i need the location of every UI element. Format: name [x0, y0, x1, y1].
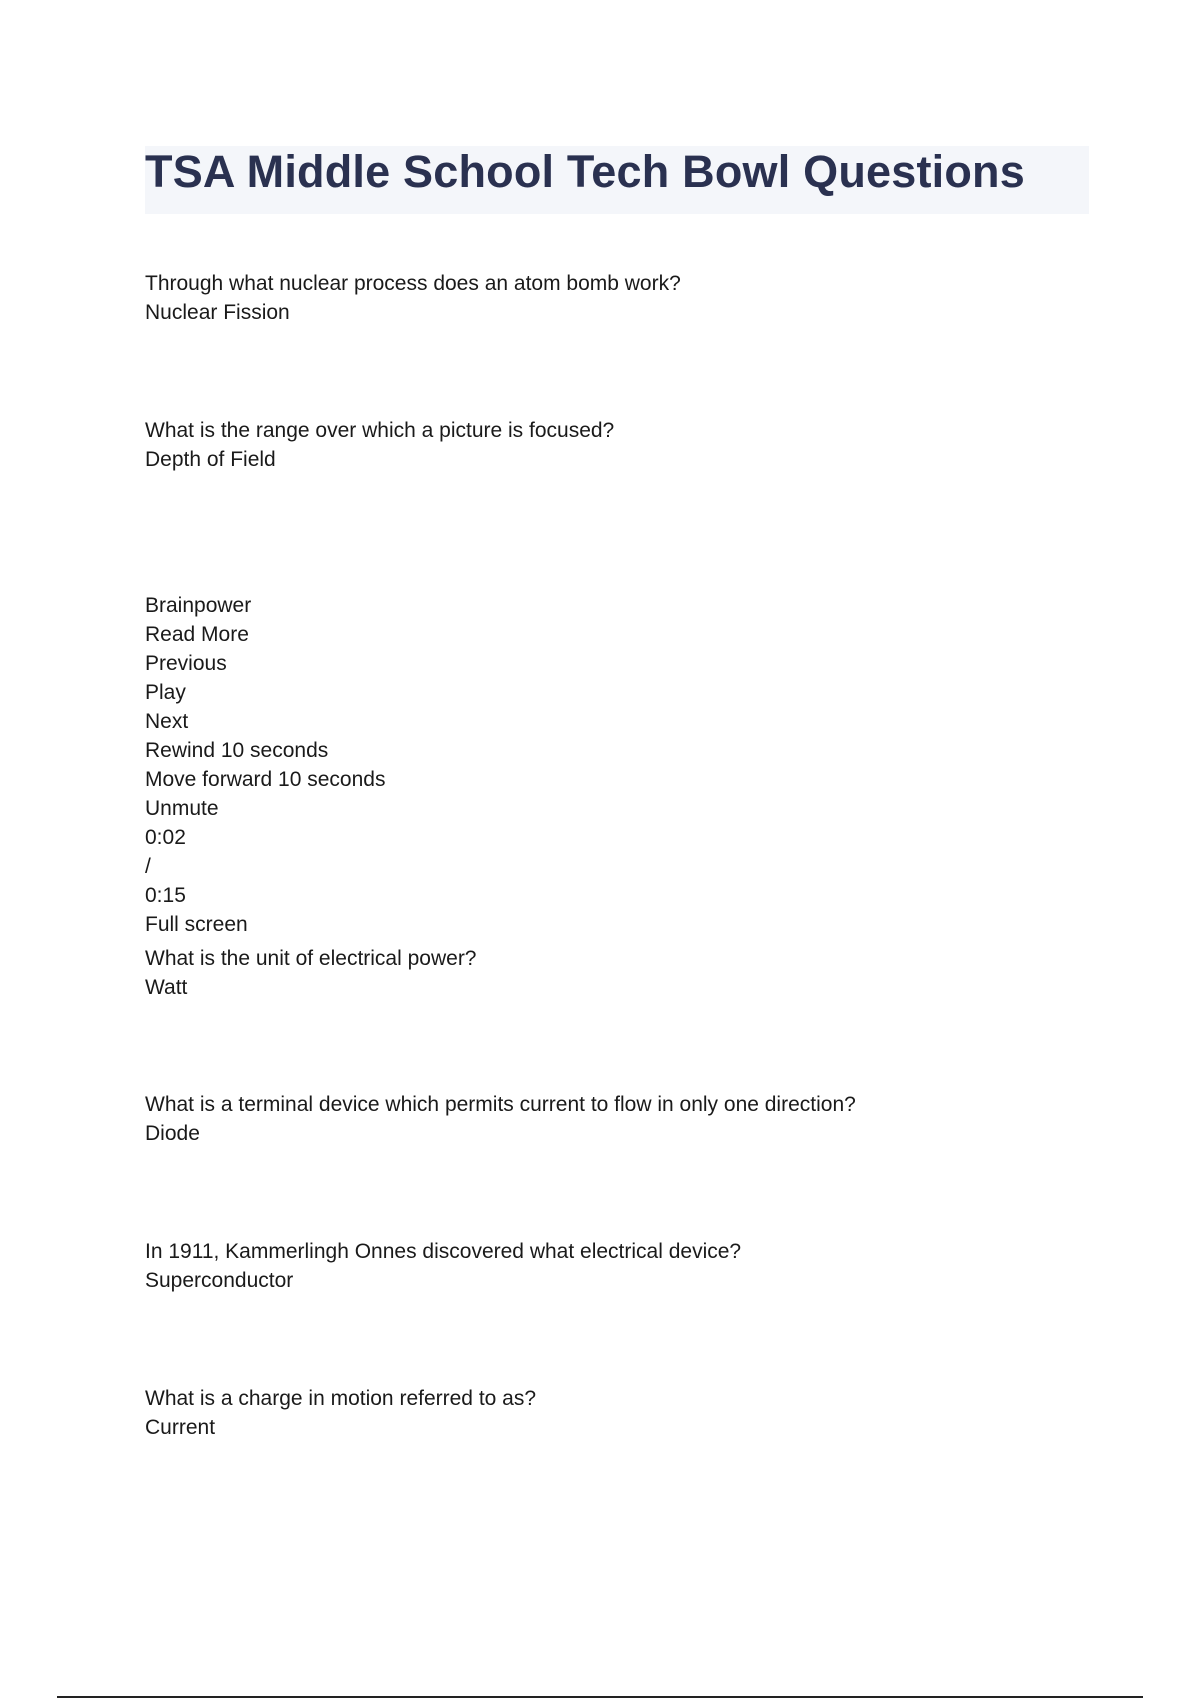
- player-brand-label: Brainpower: [145, 594, 252, 617]
- duration-time: 0:15: [145, 884, 186, 907]
- page-bottom-rule: [57, 1696, 1143, 1698]
- answer-text: Superconductor: [145, 1269, 294, 1292]
- rewind-button[interactable]: Rewind 10 seconds: [145, 739, 329, 762]
- time-separator: /: [145, 855, 151, 878]
- current-time: 0:02: [145, 826, 186, 849]
- answer-text: Nuclear Fission: [145, 301, 290, 324]
- question-text: What is a terminal device which permits current to flow in only one direction?: [145, 1093, 856, 1116]
- question-text: Through what nuclear process does an atom bomb work?: [145, 272, 681, 295]
- answer-text: Watt: [145, 976, 188, 999]
- forward-button[interactable]: Move forward 10 seconds: [145, 768, 386, 791]
- question-text: In 1911, Kammerlingh Onnes discovered what electrical device?: [145, 1240, 742, 1263]
- question-text: What is the range over which a picture is focused?: [145, 419, 615, 442]
- answer-text: Depth of Field: [145, 448, 276, 471]
- answer-text: Diode: [145, 1122, 200, 1145]
- unmute-button[interactable]: Unmute: [145, 797, 219, 820]
- answer-text: Current: [145, 1416, 216, 1439]
- play-button[interactable]: Play: [145, 681, 186, 704]
- question-text: What is a charge in motion referred to as?: [145, 1387, 537, 1410]
- fullscreen-button[interactable]: Full screen: [145, 913, 248, 936]
- previous-button[interactable]: Previous: [145, 652, 227, 675]
- read-more-link[interactable]: Read More: [145, 623, 249, 646]
- question-text: What is the unit of electrical power?: [145, 947, 477, 970]
- next-button[interactable]: Next: [145, 710, 189, 733]
- page-title: TSA Middle School Tech Bowl Questions: [145, 146, 1025, 197]
